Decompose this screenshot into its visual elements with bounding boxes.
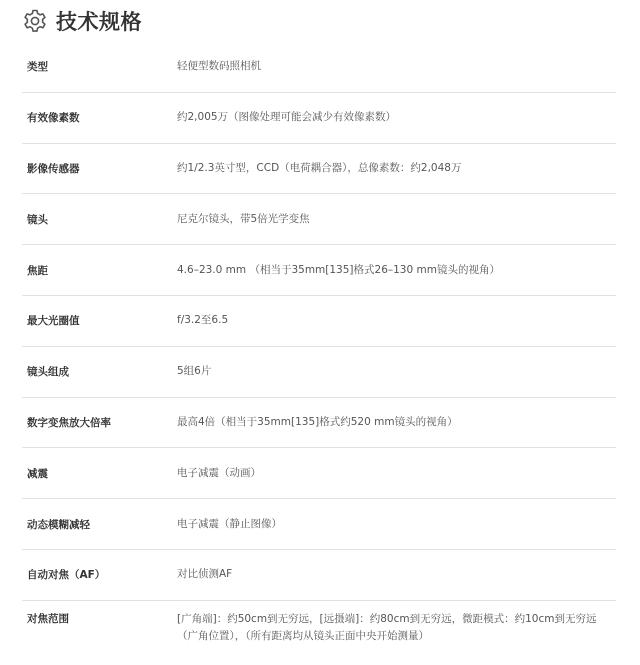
spec-row-vibration-reduction xyxy=(22,448,616,499)
spec-label: 动态模糊减轻 xyxy=(27,518,90,531)
spec-value: 约1/2.3英寸型，CCD（电荷耦合器），总像素数：约2,048万 xyxy=(177,161,462,174)
spec-row-image-sensor xyxy=(22,144,616,195)
spec-value: [广角端]：约50cm到无穷远，[远摄端]：约80cm到无穷远，微距模式：约10cm到无穷远（广角位置），（所有距离均从镜头正面中央开始测量） xyxy=(177,612,597,642)
spec-row-type xyxy=(22,42,616,93)
spec-row-focus-range xyxy=(22,601,616,665)
spec-value: 电子减震（动画） xyxy=(177,466,261,479)
gear-icon xyxy=(22,8,48,34)
spec-value: 尼克尔镜头，带5倍光学变焦 xyxy=(177,212,310,225)
spec-label: 类型 xyxy=(27,61,48,74)
spec-row-autofocus xyxy=(22,550,616,601)
spec-label: 对焦范围 xyxy=(27,612,69,625)
spec-label: 影像传感器 xyxy=(27,162,80,175)
spec-table xyxy=(22,42,616,665)
spec-value: f/3.2至6.5 xyxy=(177,314,229,327)
spec-value: 电子减震（静止图像） xyxy=(177,517,282,530)
page-title: 技术规格 xyxy=(56,10,142,34)
spec-label: 减震 xyxy=(27,467,48,480)
spec-row-motion-blur-reduction xyxy=(22,499,616,550)
spec-label: 镜头组成 xyxy=(27,366,69,379)
spec-label: 最大光圈值 xyxy=(27,315,80,328)
spec-row-lens-construction xyxy=(22,347,616,398)
spec-label: 自动对焦（AF） xyxy=(27,569,106,582)
spec-row-lens xyxy=(22,194,616,245)
spec-label: 焦距 xyxy=(27,264,48,277)
spec-value: 约2,005万（图像处理可能会减少有效像素数） xyxy=(177,111,397,124)
spec-label: 数字变焦放大倍率 xyxy=(27,416,111,429)
section-header xyxy=(0,0,640,42)
spec-row-effective-pixels xyxy=(22,93,616,144)
spec-value: 4.6–23.0 mm （相当于35mm[135]格式26–130 mm镜头的视角） xyxy=(177,263,500,276)
spec-label: 镜头 xyxy=(27,213,48,226)
spec-row-max-aperture xyxy=(22,296,616,347)
spec-value: 最高4倍（相当于35mm[135]格式约520 mm镜头的视角） xyxy=(177,415,458,428)
spec-row-focal-length xyxy=(22,245,616,296)
spec-label: 有效像素数 xyxy=(27,112,80,125)
spec-value: 对比侦测AF xyxy=(177,568,233,581)
spec-value: 5组6片 xyxy=(177,365,212,378)
spec-row-digital-zoom xyxy=(22,398,616,449)
spec-value: 轻便型数码照相机 xyxy=(177,60,261,73)
